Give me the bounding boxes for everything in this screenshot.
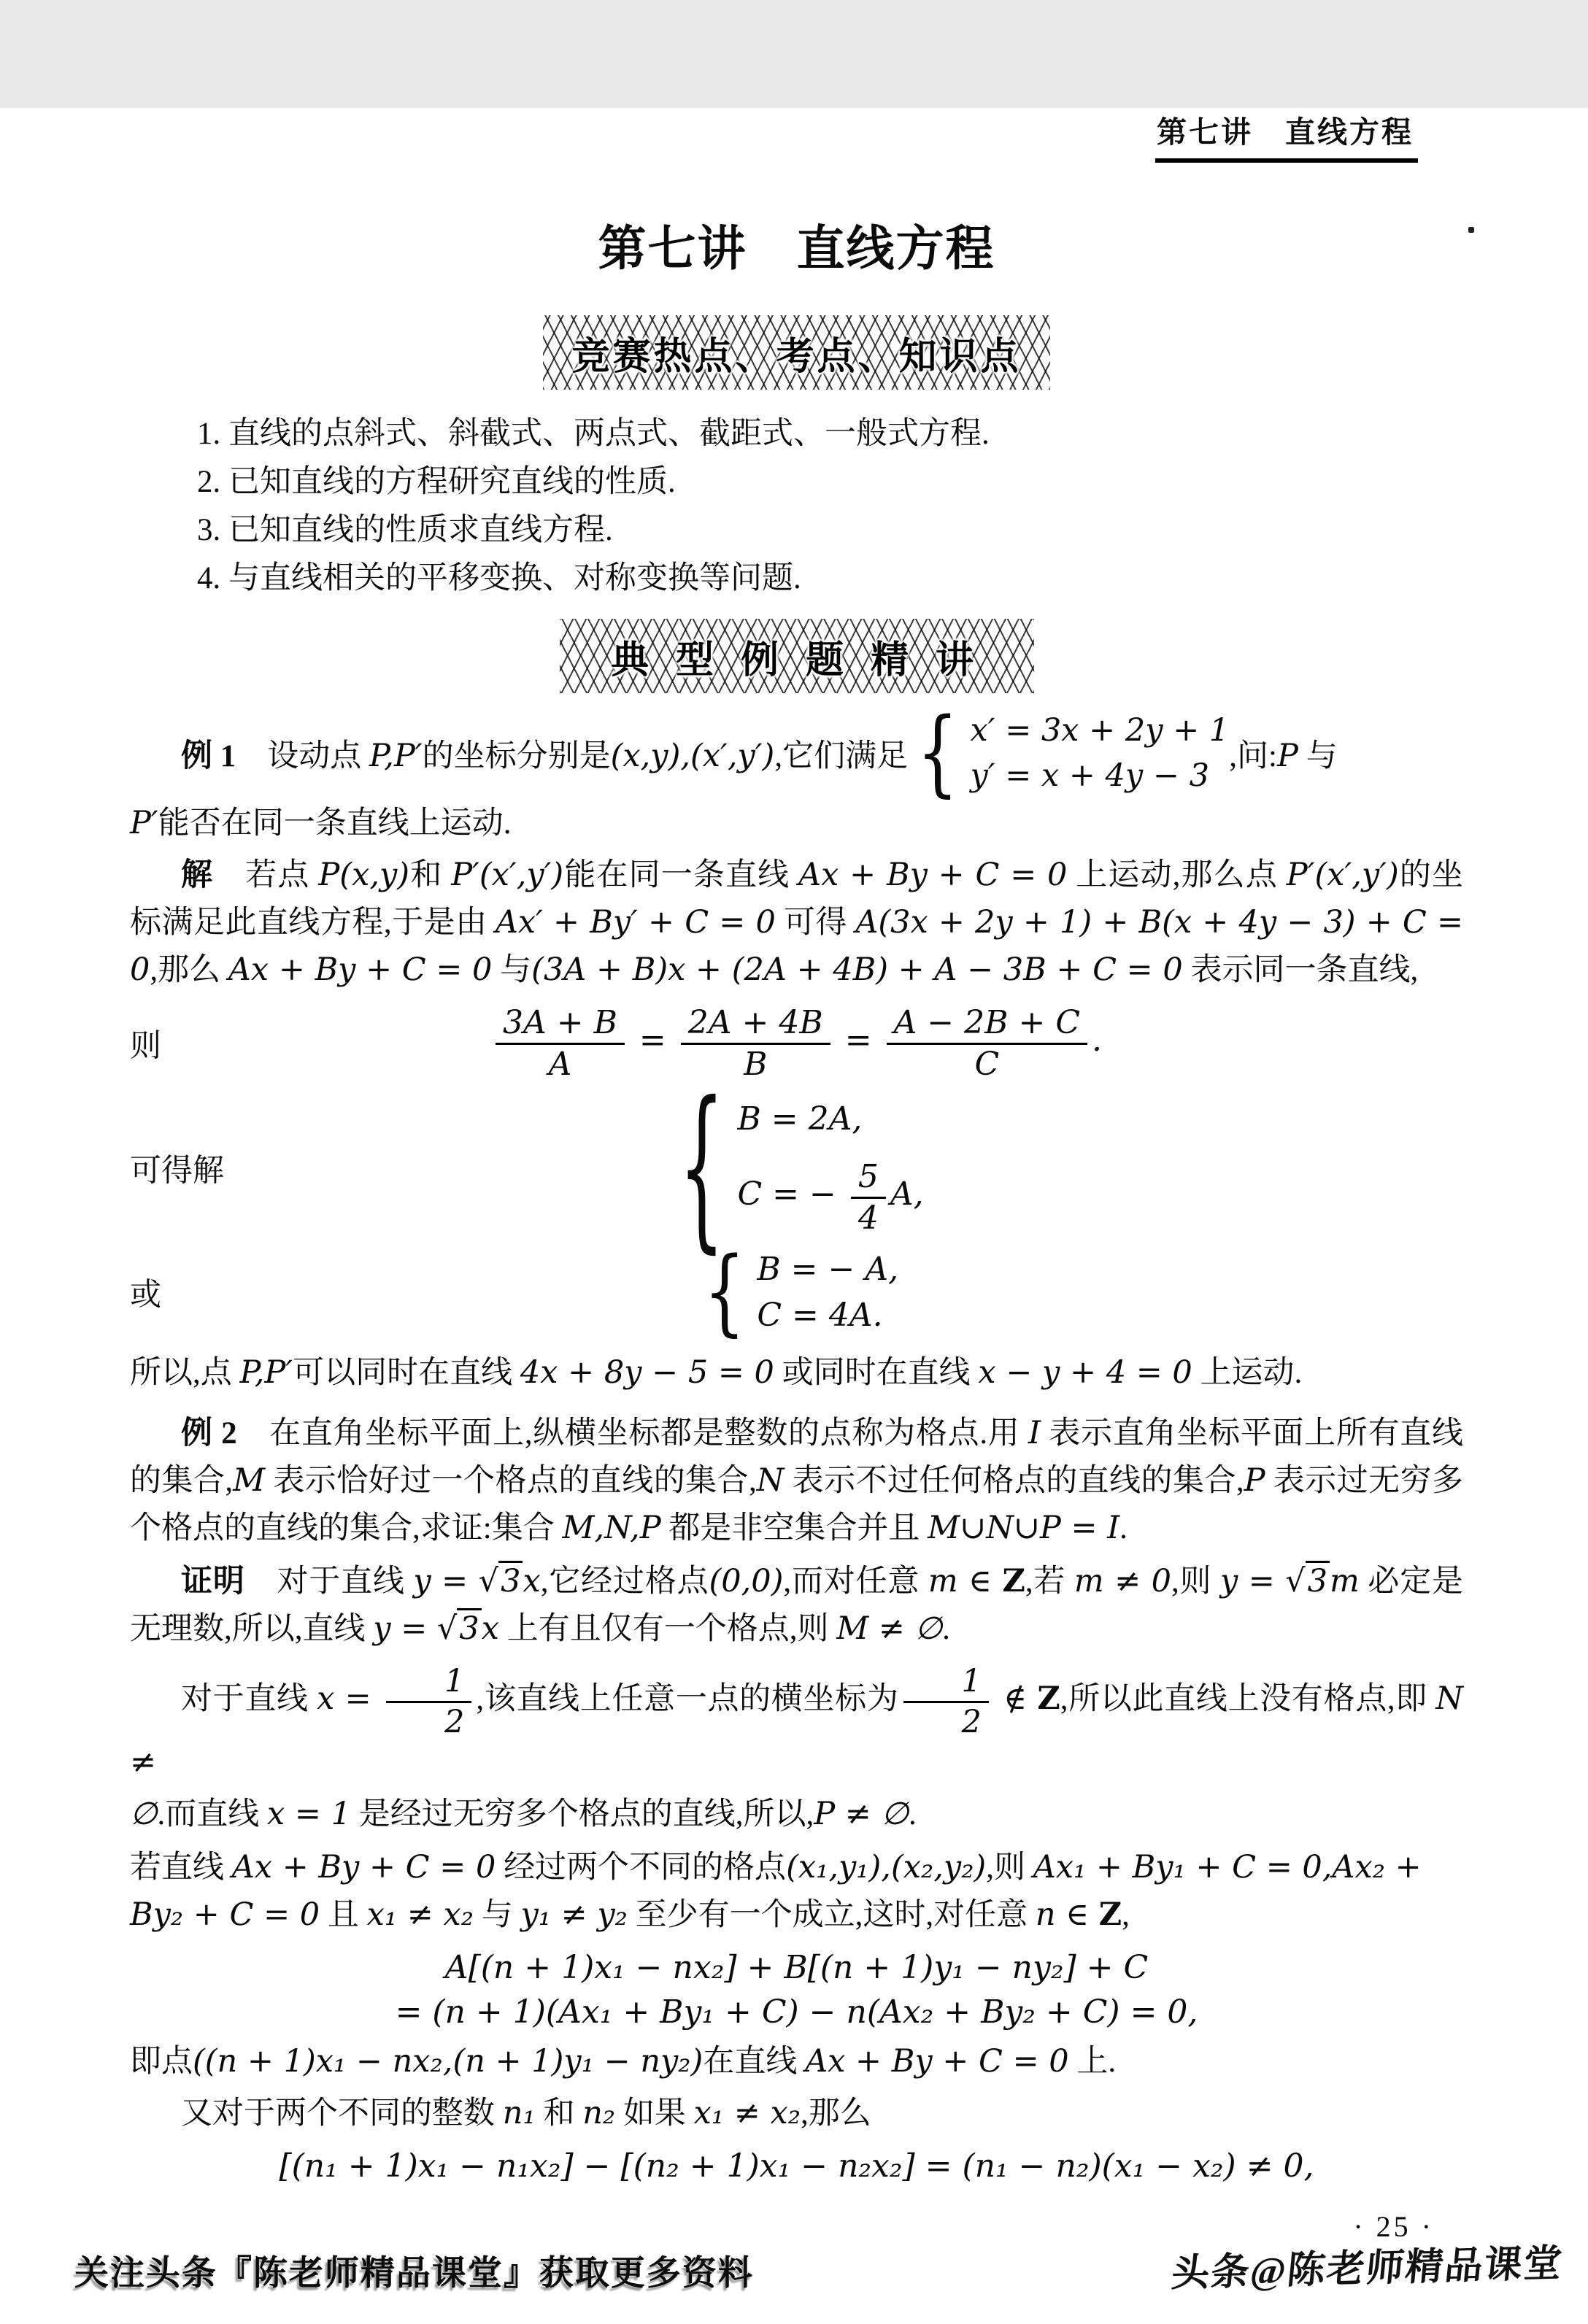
- display-equation-1: A[(n + 1)x₁ − nx₂] + B[(n + 1)y₁ − ny₂] + C: [444, 1948, 1149, 1986]
- example1-statement-line1: [130, 698, 1463, 807]
- running-header-text: 第七讲 直线方程: [1155, 108, 1418, 163]
- case-system-2-row: [130, 1238, 1463, 1347]
- example2-proof-part1: 证明 对于直线 y = √3x,它经过格点(0,0),而对任意 m ∈ Z,若 m ≠ 0,则 y = √3m 必定是无理数,所以,直线 y = √3x 上有且仅有一个格点,则 M ≠ ∅.: [130, 1558, 1463, 1653]
- example2-proof-part2: 对于直线 x = $\frac{1}{2}$ ,该直线上任意一点的横坐标为 $\frac{1}{2}$ ∉ Z,所以此直线上没有格点,即 N ≠: [130, 1663, 1464, 1780]
- then-label: 则: [130, 1029, 161, 1064]
- case-system-1-row: [130, 1065, 1463, 1270]
- knowledge-point-1: 1. 直线的点斜式、斜截式、两点式、截距式、一般式方程.: [197, 417, 990, 451]
- example2-proof-part3a: 若直线 Ax + By + C = 0 经过两个不同的格点(x₁,y₁),(x₂,y₂),则 Ax₁ + By₁ + C = 0,Ax₂ +: [130, 1848, 1422, 1885]
- case-system-2: { B = − A, C = 4A.: [704, 1238, 899, 1347]
- example2-proof-part2b: ∅.而直线 x = 1 是经过无穷多个格点的直线,所以,P ≠ ∅.: [130, 1795, 917, 1832]
- knowledge-point-list: [130, 410, 1463, 603]
- example1-equation-system: { x′ = 3x + 2y + 1 y′ = x + 4y − 3: [917, 698, 1230, 807]
- case-system-1-wrap: [130, 1065, 1463, 1270]
- ratio-equation-row: [130, 1005, 1463, 1081]
- textbook-page: [0, 108, 1588, 2324]
- example1-solution: 解 若点 P(x,y)和 P′(x′,y′)能在同一条直线 Ax + By + C = 0 上运动,那么点 P′(x′,y′)的坐标满足此直线方程,于是由 Ax′ + By′ + C = 0 可得 A(3x + 2y + 1) + B(x + 4y − 3) + C = 0,那么 Ax + By + C = 0 与(3A + B)x + (2A + 4B) + A − 3B + C = 0 表示同一条直线,: [130, 857, 1464, 988]
- example1-conclusion: 所以,点 P,P′可以同时在直线 4x + 8y − 5 = 0 或同时在直线 x − y + 4 = 0 上运动.: [130, 1354, 1303, 1391]
- page-content: [0, 108, 1588, 2244]
- case-system-1: { B = 2A, C = − $\frac{5}{4}$ A,: [679, 1065, 924, 1270]
- example1-after-system: ,问:P 与: [1229, 737, 1338, 774]
- scan-speck: [1468, 227, 1474, 233]
- banner-examples: [560, 619, 1034, 693]
- banner-examples-text: 典 型 例 题 精 讲: [610, 639, 982, 682]
- page-title: 第七讲 直线方程: [598, 223, 995, 276]
- page-number: · 25 ·: [1353, 2209, 1434, 2243]
- example1-statement-line2: P′能否在同一条直线上运动.: [130, 805, 512, 841]
- knowledge-point-4: 4. 与直线相关的平移变换、对称变换等问题.: [197, 561, 801, 595]
- example1-lead: 例 1 设动点 P,P′的坐标分别是(x,y),(x′,y′),它们满足: [181, 737, 909, 774]
- display-equation-2: = (n + 1)(Ax₁ + By₁ + C) − n(Ax₂ + By₂ + C) = 0,: [395, 1993, 1198, 2031]
- display-equation-3: [(n₁ + 1)x₁ − n₁x₂] − [(n₂ + 1)x₁ − n₂x₂] = (n₁ − n₂)(x₁ − x₂) ≠ 0,: [279, 2147, 1314, 2185]
- example2-two-integers: 又对于两个不同的整数 n₁ 和 n₂ 如果 x₁ ≠ x₂,那么: [181, 2094, 871, 2131]
- banner-hotspots-text: 竞赛热点、考点、知识点: [571, 336, 1022, 378]
- banner-hotspots: [543, 315, 1050, 390]
- case-system-2-wrap: [130, 1238, 1463, 1347]
- solve-label: 可得解: [130, 1154, 224, 1189]
- or-label: 或: [130, 1278, 161, 1313]
- footer-promo-text: 关注头条『陈老师精品课堂』获取更多资料: [74, 2255, 754, 2293]
- knowledge-point-3: 3. 已知直线的性质求直线方程.: [197, 513, 613, 547]
- knowledge-point-2: 2. 已知直线的方程研究直线的性质.: [197, 465, 676, 499]
- running-header: [130, 108, 1463, 163]
- footer-watermark: 头条@陈老师精品课堂: [1169, 2242, 1565, 2296]
- ratio-equation: $\frac{3A + B}{A}$ = $\frac{2A + 4B}{B}$ = $\frac{A - 2B + C}{C}$ .: [130, 1005, 1463, 1081]
- example2-proof-part3b: By₂ + C = 0 且 x₁ ≠ x₂ 与 y₁ ≠ y₂ 至少有一个成立,这时,对任意 n ∈ Z,: [130, 1896, 1130, 1933]
- example2-point-line: 即点((n + 1)x₁ − nx₂,(n + 1)y₁ − ny₂)在直线 Ax + By + C = 0 上.: [130, 2042, 1117, 2080]
- example2-statement: 例 2 在直角坐标平面上,纵横坐标都是整数的点称为格点.用 I 表示直角坐标平面上所有直线的集合,M 表示恰好过一个格点的直线的集合,N 表示不过任何格点的直线的集合,P 表示过无穷多个格点的直线的集合,求证:集合 M,N,P 都是非空集合并且 M∪N∪P = I.: [130, 1415, 1464, 1547]
